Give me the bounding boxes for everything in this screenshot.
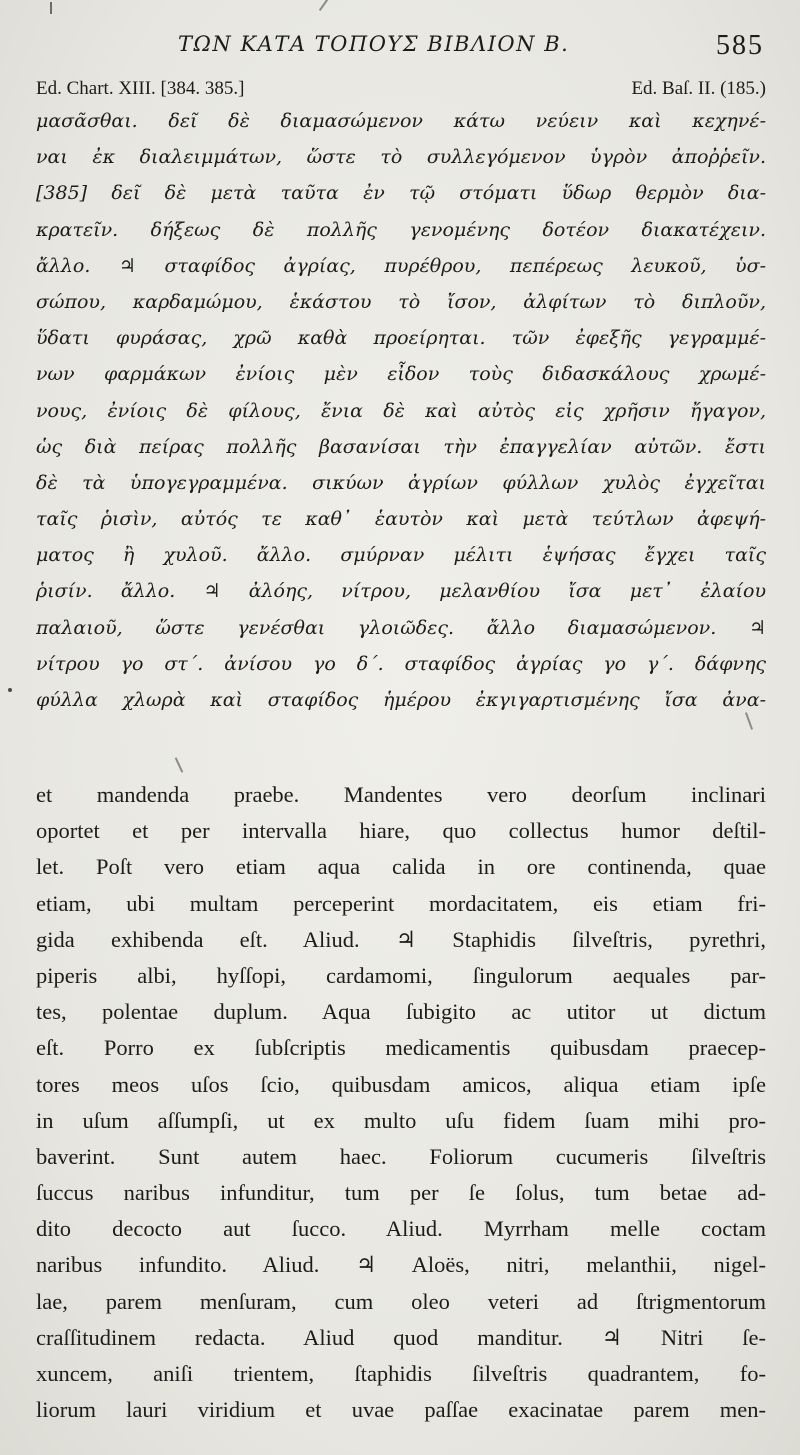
edition-references	[36, 78, 766, 106]
greek-text-line: ὕδατι φυράσας, χρῶ καθὰ προείρηται. τῶν ἐφεξῆς γεγραμμέ-	[36, 327, 766, 350]
greek-text-block	[36, 103, 766, 718]
greek-text-line: ὡς διὰ πείρας πολλῆς βασανίσαι τὴν ἐπαγγελίαν αὐτῶν. ἔστι	[36, 435, 766, 458]
ink-speck	[319, 0, 335, 16]
ink-speck	[175, 757, 184, 772]
latin-text-line: piperis albi, hyſſopi, cardamomi, ſingulorum aequales par-	[36, 962, 766, 988]
latin-text-line: tes, polentae duplum. Aqua ſubigito ac utitor ut dictum	[36, 999, 766, 1025]
latin-text-line: in uſum aſſumpſi, ut ex multo uſu fidem ſuam mihi pro-	[36, 1107, 766, 1133]
latin-text-line: lae, parem menſuram, cum oleo veteri ad ſtrigmentorum	[36, 1288, 766, 1314]
greek-text-line: ταῖς ῥισὶν, αὐτός τε καθ᾿ ἑαυτὸν καὶ μετὰ τεύτλων ἀφεψή-	[36, 508, 766, 531]
latin-text-line: xuncem, aniſi trientem, ſtaphidis ſilveſtris quadrantem, fo-	[36, 1361, 766, 1386]
latin-text-line: et mandenda praebe. Mandentes vero deorſum inclinari	[36, 782, 766, 807]
greek-text-line: παλαιοῦ, ὥστε γενέσθαι γλοιῶδες. ἄλλο διαμασώμενον. ♃	[36, 616, 766, 639]
latin-text-block	[36, 777, 766, 1428]
greek-text-line: μασᾶσθαι. δεῖ δὲ διαμασώμενον κάτω νεύειν καὶ κεχηνέ-	[36, 110, 766, 132]
greek-text-line: ῥισίν. ἄλλο. ♃ ἀλόης, νίτρου, μελανθίου ἴσα μετ᾿ ἐλαίου	[36, 580, 766, 603]
latin-text-line: craſſitudinem redacta. Aliud quod manditur. ♃ Nitri ſe-	[36, 1324, 766, 1350]
latin-text-line: gida exhibenda eſt. Aliud. ♃ Staphidis ſilveſtris, pyrethri,	[36, 926, 766, 952]
greek-text-line: νους, ἐνίοις δὲ φίλους, ἔνια δὲ καὶ αὐτὸς εἰς χρῆσιν ἤγαγον,	[36, 399, 766, 422]
greek-text-line: φύλλα χλωρὰ καὶ σταφίδος ἡμέρου ἐκγιγαρτισμένης ἴσα ἀνα-	[36, 689, 766, 711]
latin-text-line: etiam, ubi multam perceperint mordacitatem, eis etiam fri-	[36, 890, 766, 916]
latin-text-line: naribus infundito. Aliud. ♃ Aloës, nitri, melanthii, nigel-	[36, 1252, 766, 1278]
running-head	[0, 30, 800, 70]
latin-text-line: ſuccus naribus infunditur, tum per ſe ſolus, tum betae ad-	[36, 1180, 766, 1206]
running-head-title: ΤΩΝ ΚΑΤΑ ΤΟΠΟΥΣ ΒΙΒΛΙΟΝ Β.	[178, 32, 570, 56]
page-number: 585	[716, 30, 764, 61]
ink-speck	[50, 2, 52, 14]
ink-speck	[8, 688, 12, 692]
latin-text-line: oportet et per intervalla hiare, quo collectus humor deſtil-	[36, 818, 766, 844]
greek-text-line: νων φαρμάκων ἐνίοις μὲν εἶδον τοὺς διδασκάλους χρωμέ-	[36, 363, 766, 386]
greek-text-line: σώπου, καρδαμώμου, ἑκάστου τὸ ἴσον, ἀλφίτων τὸ διπλοῦν,	[36, 290, 766, 313]
edition-reference-right: Ed. Baſ. II. (185.)	[631, 78, 766, 99]
greek-text-line: δὲ τὰ ὑπογεγραμμένα. σικύων ἀγρίων φύλλων χυλὸς ἐγχεῖται	[36, 471, 766, 494]
latin-text-line: eſt. Porro ex ſubſcriptis medicamentis quibusdam praecep-	[36, 1035, 766, 1061]
greek-text-line: ματος ἢ χυλοῦ. ἄλλο. σμύρναν μέλιτι ἑψήσας ἔγχει ταῖς	[36, 544, 766, 567]
latin-text-line: liorum lauri viridium et uvae paſſae exacinatae parem men-	[36, 1397, 766, 1423]
greek-text-line: ναι ἐκ διαλειμμάτων, ὥστε τὸ συλλεγόμενον ὑγρὸν ἀποῤῥεῖν.	[36, 146, 766, 169]
greek-text-line: κρατεῖν. δήξεως δὲ πολλῆς γενομένης δοτέον διακατέχειν.	[36, 218, 766, 241]
latin-text-line: tores meos uſos ſcio, quibusdam amicos, aliqua etiam ipſe	[36, 1071, 766, 1097]
greek-text-line: νίτρου γο στ΄. ἀνίσου γο δ΄. σταφίδος ἀγρίας γο γ΄. δάφνης	[36, 652, 766, 675]
latin-text-line: baverint. Sunt autem haec. Foliorum cucumeris ſilveſtris	[36, 1143, 766, 1169]
greek-text-line: [385] δεῖ δὲ μετὰ ταῦτα ἐν τῷ στόματι ὕδωρ θερμὸν δια-	[36, 182, 766, 205]
latin-text-line: dito decocto aut ſucco. Aliud. Myrrham melle coctam	[36, 1216, 766, 1242]
edition-reference-left: Ed. Chart. XIII. [384. 385.]	[36, 78, 245, 99]
greek-text-line: ἄλλο. ♃ σταφίδος ἀγρίας, πυρέθρου, πεπέρεως λευκοῦ, ὑσ-	[36, 254, 766, 277]
latin-text-line: let. Poſt vero etiam aqua calida in ore continenda, quae	[36, 854, 766, 880]
